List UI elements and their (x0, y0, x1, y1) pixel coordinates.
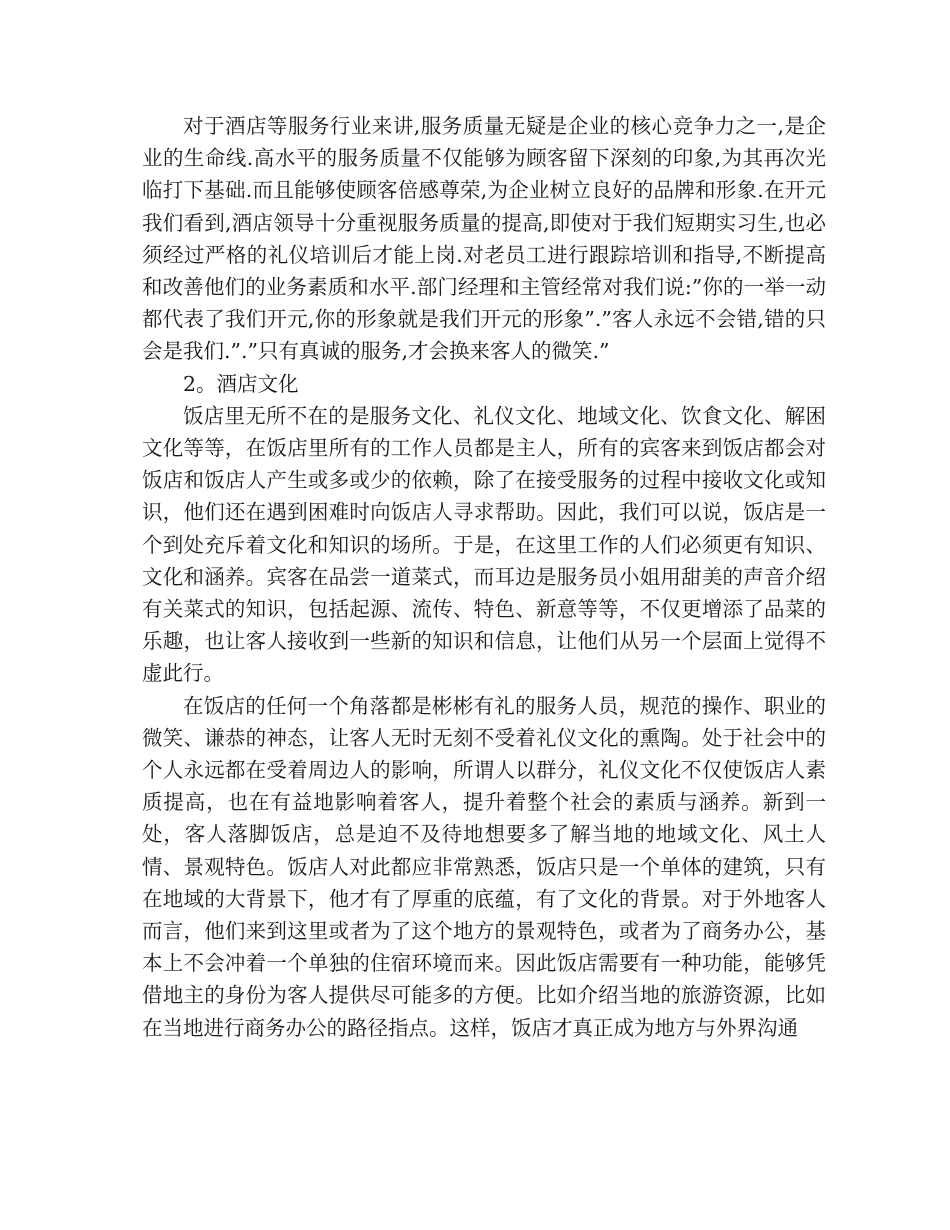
section-heading-hotel-culture: 2。酒店文化 (183, 371, 299, 396)
paragraph-etiquette-culture: 在饭店的任何一个角落都是彬彬有礼的服务人员，规范的操作、职业的微笑、谦恭的神态，让客人无时无刻不受着礼仪文化的熏陶。处于社会中的个人永远都在受着周边人的影响，所谓人以群分，礼仪文化不仅使饭店人素质提高，也在有益地影响着客人，提升着整个社会的素质与涵养。新到一处，客人落脚饭店，总是迫不及待地想要多了解当地的地域文化、风土人情、景观特色。饭店人对此都应非常熟悉，饭店只是一个单体的建筑，只有在地域的大背景下，他才有了厚重的底蕴，有了文化的背景。对于外地客人而言，他们来到这里或者为了这个地方的景观特色，或者为了商务办公，基本上不会冲着一个单独的住宿环境而来。因此饭店需要有一种功能，能够凭借地主的身份为客人提供尽可能多的方便。比如介绍当地的旅游资源，比如在当地进行商务办公的路径指点。这样，饭店才真正成为地方与外界沟通 (142, 693, 826, 1040)
paragraph-hotel-culture: 饭店里无所不在的是服务文化、礼仪文化、地域文化、饮食文化、解困文化等等，在饭店里所有的工作人员都是主人，所有的宾客来到饭店都会对饭店和饭店人产生或多或少的依赖，除了在接受服务的过程中接收文化或知识，他们还在遇到困难时向饭店人寻求帮助。因此，我们可以说，饭店是一个到处充斥着文化和知识的场所。于是，在这里工作的人们必须更有知识、文化和涵养。宾客在品尝一道菜式，而耳边是服务员小姐用甜美的声音介绍有关菜式的知识，包括起源、流传、特色、新意等等，不仅更增添了品菜的乐趣，也让客人接收到一些新的知识和信息，让他们从另一个层面上觉得不虚此行。 (142, 403, 826, 686)
paragraph-service-quality: 对于酒店等服务行业来讲,服务质量无疑是企业的核心竞争力之一,是企业的生命线.高水平的服务质量不仅能够为顾客留下深刻的印象,为其再次光临打下基础.而且能够使顾客倍感尊荣,为企业树立良好的品牌和形象.在开元我们看到,酒店领导十分重视服务质量的提高,即使对于我们短期实习生,也必须经过严格的礼仪培训后才能上岗.对老员工进行跟踪培训和指导,不断提高和改善他们的业务素质和水平.部门经理和主管经常对我们说:”你的一举一动都代表了我们开元,你的形象就是我们开元的形象”.”客人永远不会错,错的只会是我们.”.”只有真诚的服务,才会换来客人的微笑.” (142, 114, 826, 364)
document-body (142, 110, 826, 1044)
